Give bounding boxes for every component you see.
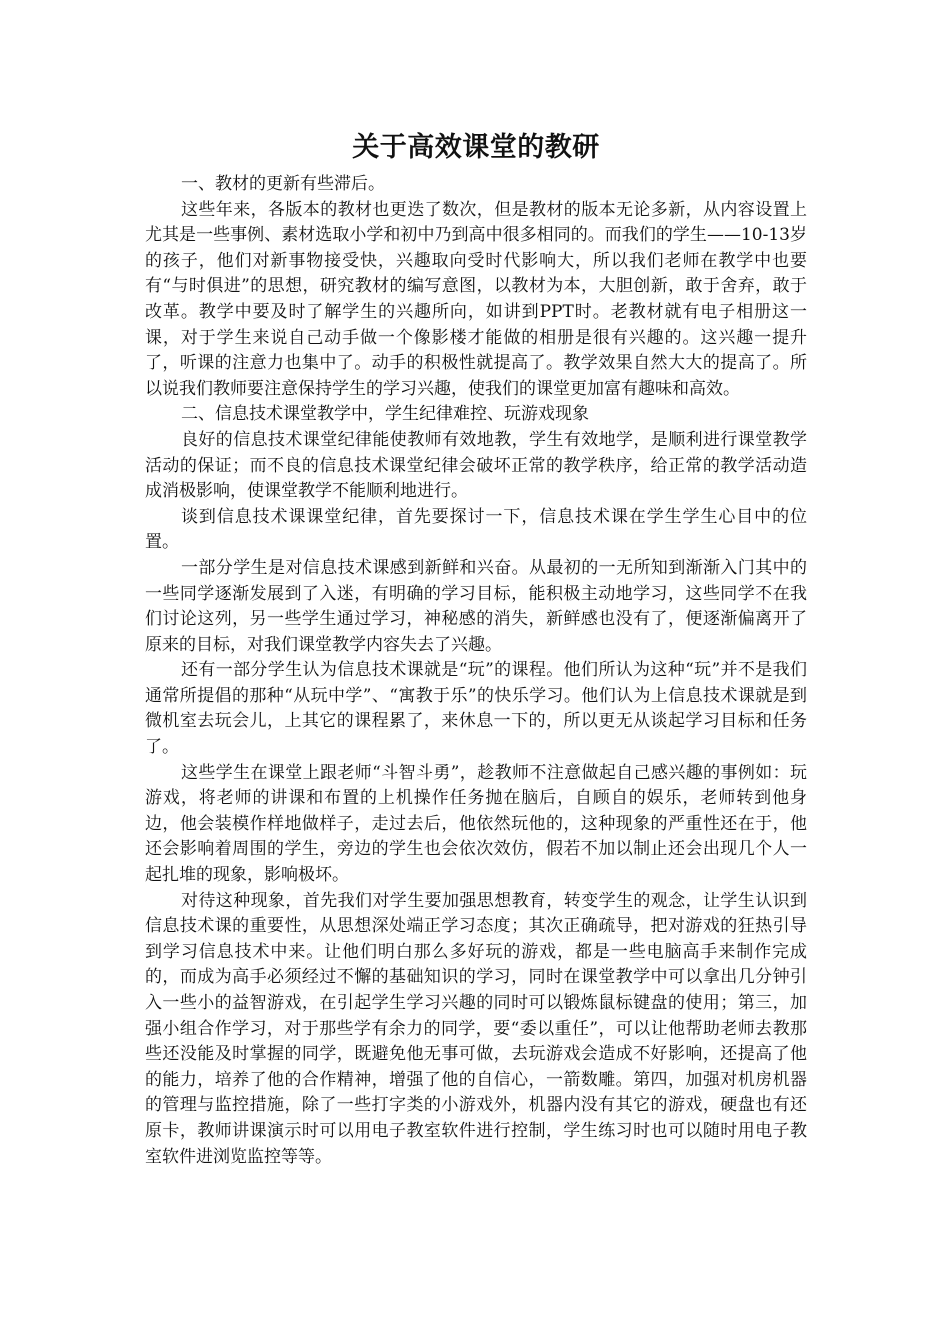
body-paragraph: 这些年来，各版本的教材也更迭了数次，但是教材的版本无论多新，从内容设置上尤其是一些事例、素材选取小学和初中乃到高中很多相同的。而我们的学生——10-13岁的孩子，他们对新事物接受快，兴趣取向受时代影响大，所以我们老师在教学中也要有“与时俱进”的思想，研究教材的编写意图，以教材为本，大胆创新，敢于舍弃，敢于改革。教学中要及时了解学生的兴趣所向，如讲到PPT时。老教材就有电子相册这一课，对于学生来说自己动手做一个像影楼才能做的相册是很有兴趣的。这兴趣一提升了，听课的注意力也集中了。动手的积极性就提高了。教学效果自然大大的提高了。所以说我们教师要注意保持学生的学习兴趣，使我们的课堂更加富有趣味和高效。: [145, 199, 807, 399]
body-paragraph: 还有一部分学生认为信息技术课就是“玩”的课程。他们所认为这种“玩”并不是我们通常所提倡的那种“从玩中学”、“寓教于乐”的快乐学习。他们认为上信息技术课就是到微机室去玩会儿，上其它的课程累了，来休息一下的，所以更无从谈起学习目标和任务了。: [145, 660, 807, 758]
document-title: 关于高效课堂的教研: [352, 132, 600, 163]
body-paragraph: 对待这种现象，首先我们对学生要加强思想教育，转变学生的观念，让学生认识到信息技术课的重要性，从思想深处端正学习态度；其次正确疏导，把对游戏的狂热引导到学习信息技术中来。让他们明白那么多好玩的游戏，都是一些电脑高手来制作完成的，而成为高手必须经过不懈的基础知识的学习，同时在课堂教学中可以拿出几分钟引入一些小的益智游戏，在引起学生学习兴趣的同时可以锻炼鼠标键盘的使用；第三，加强小组合作学习，对于那些学有余力的同学，要“委以重任”，可以让他帮助老师去教那些还没能及时掌握的同学，既避免他无事可做，去玩游戏会造成不好影响，还提高了他的能力，培养了他的合作精神，增强了他的自信心，一箭数雕。第四，加强对机房机器的管理与监控措施，除了一些打字类的小游戏外，机器内没有其它的游戏，硬盘也有还原卡，教师讲课演示时可以用电子教室软件进行控制，学生练习时也可以随时用电子教室软件进浏览监控等等。: [145, 890, 807, 1167]
body-paragraph: 良好的信息技术课堂纪律能使教师有效地教，学生有效地学，是顺利进行课堂教学活动的保证；而不良的信息技术课堂纪律会破坏正常的教学秩序，给正常的教学活动造成消极影响，使课堂教学不能顺利地进行。: [145, 429, 807, 502]
body-paragraph: 谈到信息技术课课堂纪律，首先要探讨一下，信息技术课在学生学生心目中的位置。: [145, 506, 807, 553]
section-heading-1: 一、教材的更新有些滞后。: [181, 174, 385, 194]
body-paragraph: 这些学生在课堂上跟老师“斗智斗勇”，趁教师不注意做起自己感兴趣的事例如：玩游戏，将老师的讲课和布置的上机操作任务抛在脑后，自顾自的娱乐，老师转到他身边，他会装模作样地做样子，走过去后，他依然玩他的，这种现象的严重性还在于，他还会影响着周围的学生，旁边的学生也会依次效仿，假若不加以制止还会出现几个人一起扎堆的现象，影响极坏。: [145, 762, 807, 886]
section-heading-2: 二、信息技术课堂教学中，学生纪律难控、玩游戏现象: [181, 404, 589, 425]
body-paragraph: 一部分学生是对信息技术课感到新鲜和兴奋。从最初的一无所知到渐渐入门其中的一些同学逐渐发展到了入迷，有明确的学习目标，能积极主动地学习，这些同学不在我们讨论这列，另一些学生通过学习，神秘感的消失，新鲜感也没有了，便逐渐偏离开了原来的目标，对我们课堂教学内容失去了兴趣。: [145, 557, 807, 655]
document-page: [145, 128, 807, 1170]
